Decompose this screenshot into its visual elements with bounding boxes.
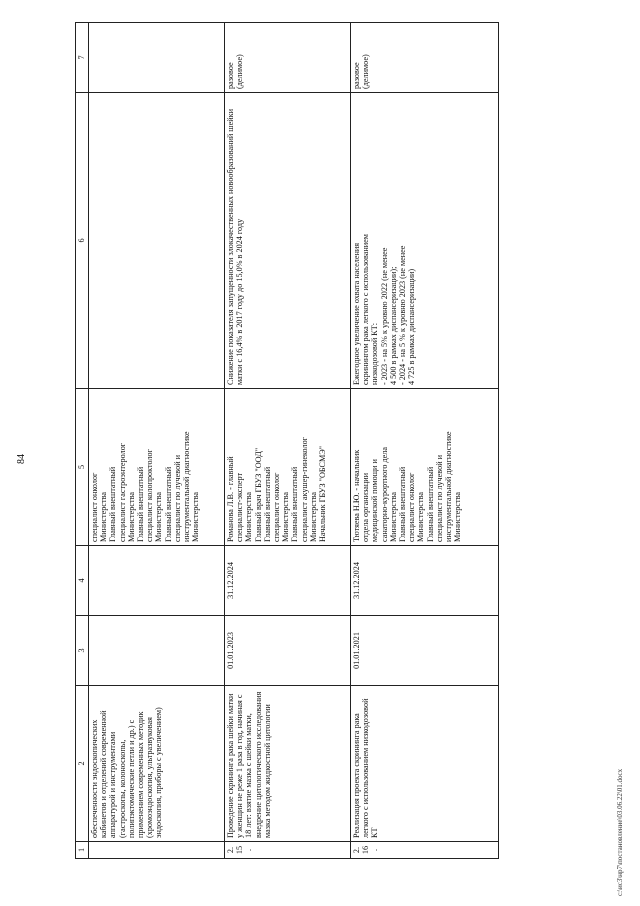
responsible-line: отдела организации (361, 473, 371, 542)
table-row (89, 23, 225, 859)
responsible-line: специалист гастроэнтеролог (117, 442, 127, 542)
responsible-cell (89, 389, 225, 546)
responsible-line: Главный внештатный (425, 466, 435, 542)
responsible-line: Министерства (308, 492, 318, 542)
responsible-line: медицинской помощи и (370, 459, 380, 542)
table-row (351, 23, 499, 859)
responsible-line: Министерства (154, 492, 164, 542)
result-line: 4 500 в рамках диспансеризации); (388, 266, 398, 385)
responsible-line: Министерства (416, 492, 426, 542)
frequency-cell (89, 23, 225, 93)
responsible-line: Главный внештатный (163, 466, 173, 542)
frequency-cell: разовое (делимое) (225, 23, 351, 93)
responsible-line: Тютяева Н.Ю. - начальник (352, 449, 361, 542)
responsible-line: специалист по лучевой и (172, 454, 182, 542)
responsible-line: Министерства (191, 492, 201, 542)
end-date-cell (89, 546, 225, 616)
end-date-cell: 31.12.2024 (351, 546, 499, 616)
responsible-line: специалист по лучевой и (434, 454, 444, 542)
column-number: 5 (76, 389, 89, 546)
responsible-cell (351, 389, 499, 546)
responsible-line: Главный внештатный (108, 466, 118, 542)
result-line: - 2023 - на 5% к уровню 2022 (не менее (379, 247, 389, 385)
responsible-line: Министерства (126, 492, 136, 542)
event-cell: обеспеченности эндоскопических кабинетов и отделений современной аппаратурой и инструментами (гастроскопы, колоноскопы, полипэктомические петли и др.) с применением современных методик (хромоэндоскопия, ультразвуковая эндоскопия, приборы с увеличением) (89, 686, 225, 842)
result-line: низкодозовой КТ: (370, 322, 380, 385)
responsible-line: Главный врач ГБУЗ "ООД" (253, 447, 263, 542)
table-row (225, 23, 351, 859)
result-cell (89, 93, 225, 389)
responsible-line: Главный внештатный (290, 466, 300, 542)
responsible-line: инструментальной диагностике (443, 431, 453, 542)
responsible-line: Начальник ГБУЗ "ОБСМЭ" (317, 445, 327, 542)
responsible-line: Главный внештатный (397, 466, 407, 542)
start-date-cell: 01.01.2023 (225, 616, 351, 686)
start-date-cell: 01.01.2021 (351, 616, 499, 686)
result-line: скринингом рака легкого с использованием (361, 234, 371, 385)
frequency-cell: разовое (делимое) (351, 23, 499, 93)
responsible-line: специалист онколог (271, 472, 281, 542)
row-number (89, 842, 225, 859)
column-number-row (76, 23, 89, 859)
column-number: 1 (76, 842, 89, 859)
event-cell: Проведение скрининга рака шейки матки у женщин не реже 1 раза в год, начиная с 18 лет: взятие мазка с шейки матки, внедрение цитологического исследования мазка методом жидкостной цитологии (225, 686, 351, 842)
row-number: 2.15. (225, 842, 351, 859)
responsible-line: специалист-эксперт (235, 472, 245, 542)
responsible-line: Главный внештатный (135, 466, 145, 542)
responsible-line: специалист колопроктолог (145, 448, 155, 542)
result-line: - 2024 - на 5 % к уровню 2023 (не менее (397, 245, 407, 385)
responsible-line: Главный внештатный (262, 466, 272, 542)
result-line: Ежегодное увеличение охвата населения (352, 243, 361, 385)
page-number: 84 (16, 454, 27, 464)
end-date-cell: 31.12.2024 (225, 546, 351, 616)
responsible-line: Министерства (281, 492, 291, 542)
responsible-line: специалист акушер-гинеколог (299, 436, 309, 542)
start-date-cell (89, 616, 225, 686)
responsible-cell (225, 389, 351, 546)
column-number: 2 (76, 686, 89, 842)
column-number: 7 (76, 23, 89, 93)
responsible-line: Министерства (244, 492, 254, 542)
row-number: 2.16. (351, 842, 499, 859)
responsible-line: Министерства (388, 492, 398, 542)
column-number: 6 (76, 93, 89, 389)
responsible-line: специалист онколог (90, 472, 99, 542)
result-cell (351, 93, 499, 389)
responsible-line: санаторно-курортного дела (379, 446, 389, 542)
responsible-line: Министерства (453, 492, 463, 542)
responsible-line: инструментальной диагностике (181, 431, 191, 542)
result-cell: Снижение показателя запущенности злокачественных новообразований шейки матки с 16,4% в 2017 году до 15,0% в 2024 году (225, 93, 351, 389)
column-number: 4 (76, 546, 89, 616)
file-path-footer: c:\ис3\нр7\постановление\03.06.22\01.docx (616, 768, 624, 896)
result-line: 4 725 в рамках диспансеризации) (407, 268, 417, 385)
measures-table (75, 22, 499, 859)
column-number: 3 (76, 616, 89, 686)
responsible-line: специалист онколог (407, 472, 417, 542)
responsible-line: Романова Л.В. - главный (226, 456, 235, 542)
event-cell: Реализация проекта скрининга рака легкого с использованием низкодозовой КТ (351, 686, 499, 842)
responsible-line: Министерства (99, 492, 109, 542)
